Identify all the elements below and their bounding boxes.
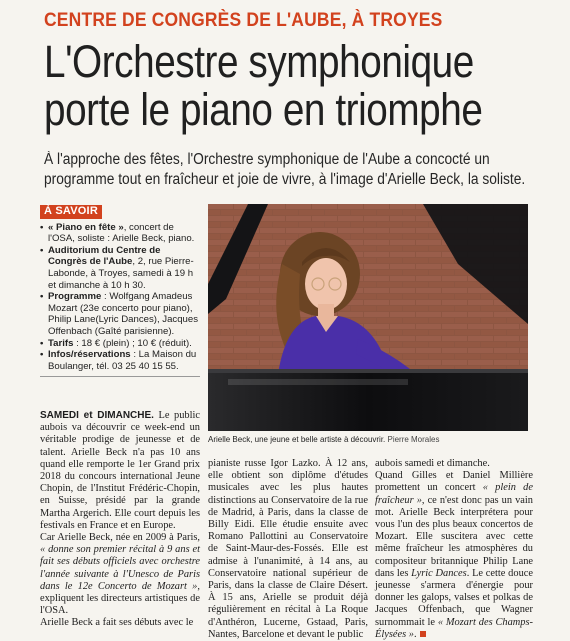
info-item-text: : Wolfgang Amadeus Mozart (23e concerto pour piano), Philip Lane(Lyric Dances), Jacques Offenbach (Gaîté parisienne). <box>48 291 199 337</box>
info-item-text: : La Maison du Boulanger, tél. 03 25 40 15 55. <box>48 349 197 372</box>
body-quote: « donne son premier récital à 9 ans et fait ses débuts officiels avec orchestre l'année suivante à l'Unesco de Paris dans le 12e Concerto de Mozart » <box>40 544 200 592</box>
headline-line-2: porte le piano en triomphe <box>44 84 483 135</box>
standfirst-line-2: programme tout en fraîcheur et joie de vivre, à l'image d'Arielle Beck, la soliste. <box>44 171 526 188</box>
headline-line-1: L'Orchestre symphonique <box>44 36 474 87</box>
body-text: , ce n'est donc pas un vain mot. Arielle Beck interprétera pour vous l'un des plus beaux concertos de Mozart. Elle suscitera avec cette même fraîcheur les atmosphères du compositeur britannique Philip Lane dans les <box>375 494 533 579</box>
info-item <box>40 349 200 372</box>
body-paragraph <box>40 532 200 617</box>
info-item <box>40 291 200 337</box>
info-item-text: : 18 € (plein) ; 10 € (réduit). <box>73 337 192 349</box>
pianist-photo-illustration <box>208 204 528 431</box>
body-text: Le public aubois va découvrir ce week-end un véritable prodige de jeunesse et de talent. Arielle Beck n'a pas 10 ans quand elle remporte le 1er Grand prix 2018 du concours international Jeune Chopin, de l'Institut Frédéric-Chopin, en Suisse, présidé par la grande Martha Argerich. Elle court depuis les festivals en France et en Europe. <box>40 410 200 531</box>
body-text: pianiste russe Igor Lazko. À 12 ans, elle obtient son diplôme d'études musicales avec les plus hautes distinctions au Conservatoire de la rue de Madrid, à Paris, dans la classe de Billy Eidi. Elle étudie ensuite avec Romano Pallottini au Conservatoire de Saint-Maur-des-Fossés. Elle est admise à l'unanimité, à 14 ans, au Conservatoire national supérieur de Paris, dans la classe de Claire Désert. À 15 ans, Arielle se produit déjà régulièrement en récital à La Roque d'Anthéron, Lucerne, Gstaad, Paris, Nantes, Barcelone et devant le public <box>208 458 368 640</box>
info-item-text: , 2, rue Pierre-Labonde, à Troyes, samedi à 19 h et dimanche à 10 h 30. <box>48 256 194 291</box>
body-column-3 <box>375 458 533 641</box>
headline <box>44 38 482 134</box>
body-text: . <box>413 628 417 640</box>
body-paragraph <box>375 470 533 641</box>
body-text: aubois samedi et dimanche. <box>375 458 490 469</box>
body-text: Car Arielle Beck, née en 2009 à Paris, <box>40 532 200 544</box>
body-italic: Lyric Dances <box>411 567 467 579</box>
body-paragraph <box>40 410 200 532</box>
photo-caption <box>208 434 515 444</box>
info-item-label: « Piano en fête » <box>48 221 124 233</box>
info-item-text: , concert de l'OSA, soliste : Arielle Beck, piano. <box>48 221 195 245</box>
info-list <box>40 222 200 373</box>
info-item-label: Infos/réservations <box>48 349 131 361</box>
body-column-2 <box>208 458 368 641</box>
info-item-label: Auditorium du Centre de Congrès de l'Aube <box>48 244 161 268</box>
body-column-1 <box>40 410 200 630</box>
info-item <box>40 338 200 350</box>
info-item <box>40 222 200 245</box>
body-text: Quand Gilles et Daniel Millière promettent un concert <box>375 470 533 494</box>
standfirst-line-1: À l'approche des fêtes, l'Orchestre symphonique de l'Aube a concocté un <box>44 151 490 168</box>
photo-caption-text: Arielle Beck, une jeune et belle artiste à découvrir. <box>208 434 386 444</box>
info-box <box>40 205 200 377</box>
standfirst <box>44 150 564 190</box>
body-paragraph <box>208 458 368 641</box>
info-item <box>40 245 200 291</box>
info-item-label: Tarifs <box>48 337 74 349</box>
info-item-label: Programme <box>48 291 102 303</box>
body-quote: « plein de fraîcheur » <box>375 482 533 506</box>
body-text: , expliquent les directeurs artistiques de l'OSA. <box>40 580 200 617</box>
body-lead: SAMEDI et DIMANCHE. <box>40 410 154 421</box>
body-quote: « Mozart des Champs-Élysées » <box>375 616 533 640</box>
body-text: Arielle Beck a fait ses débuts avec le <box>40 617 194 629</box>
pianist-photo <box>208 204 528 431</box>
body-text: . Le cette douce jeunesse s'armera d'énergie pour donner les galops, valses et polkas de Jacques Offenbach, que Wagner surnommait le <box>375 567 533 628</box>
body-paragraph <box>375 458 533 470</box>
info-box-divider <box>40 376 200 377</box>
body-paragraph <box>40 617 200 629</box>
info-box-tag: À SAVOIR <box>40 205 102 219</box>
end-of-article-mark <box>420 631 426 637</box>
kicker: CENTRE DE CONGRÈS DE L'AUBE, À TROYES <box>44 10 443 31</box>
photo-credit: Pierre Morales <box>385 434 440 444</box>
